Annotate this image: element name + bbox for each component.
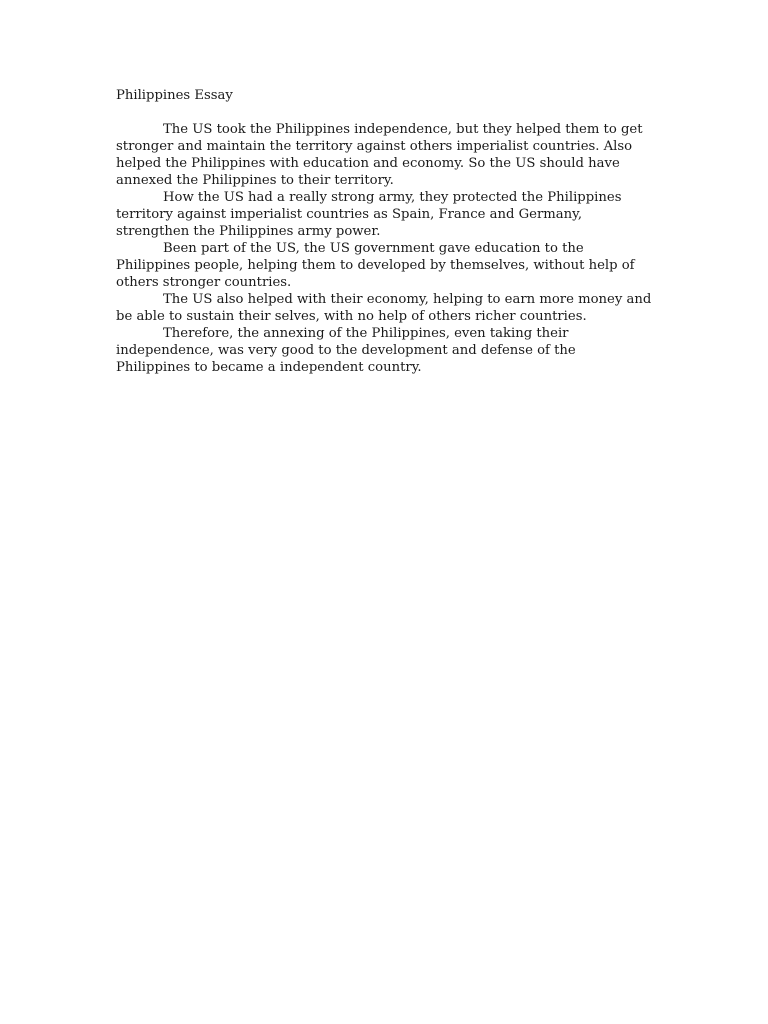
paragraph-1: The US took the Philippines independence, but they helped them to get stronger and maintain the territory against others imperialist countries. Also helped the Philippines with education and economy. So the US should have annexed the Philippines to their territory.: [116, 122, 643, 188]
paragraph-4: The US also helped with their economy, helping to earn more money and be able to sustain their selves, with no help of others richer countries.: [116, 292, 652, 324]
paragraph-3: Been part of the US, the US government gave education to the Philippines people, helping them to developed by themselves, without help of others stronger countries.: [116, 241, 635, 290]
paragraph-5: Therefore, the annexing of the Philippines, even taking their independence, was very good to the development and defense of the Philippines to became a independent country.: [116, 326, 576, 375]
paragraph-2: How the US had a really strong army, they protected the Philippines territory against imperialist countries as Spain, France and Germany, strengthen the Philippines army power.: [116, 190, 622, 239]
document-title: Philippines Essay: [116, 88, 233, 103]
document-body: [116, 87, 652, 376]
